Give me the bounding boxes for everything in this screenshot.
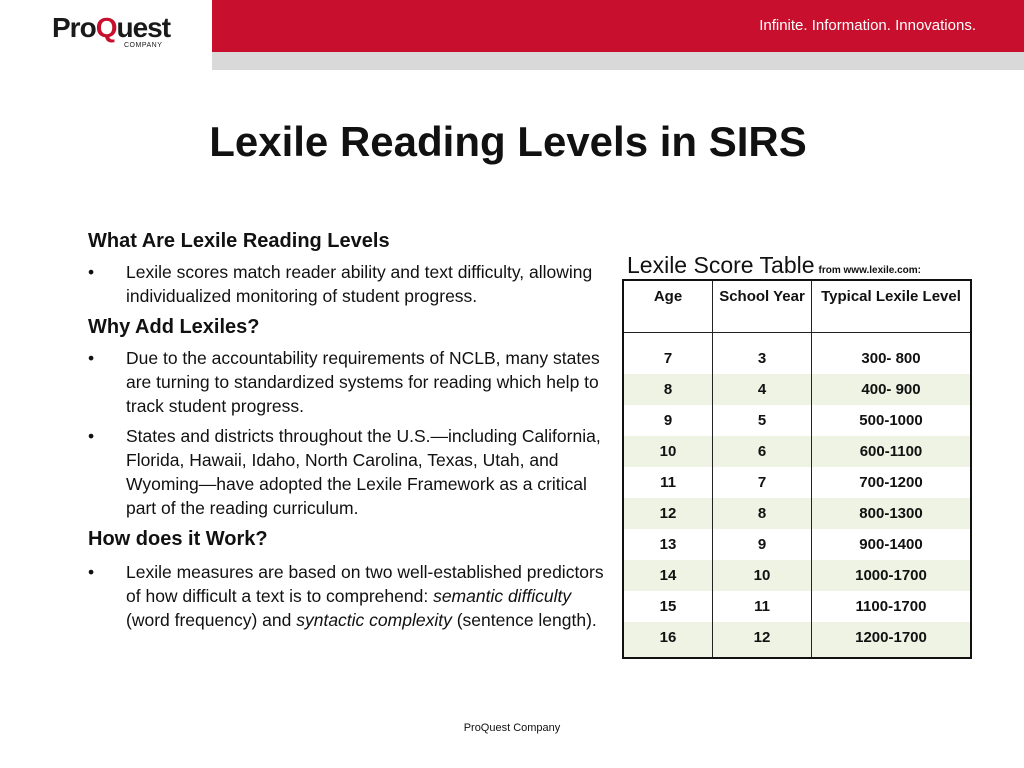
cell-school-year: 7 xyxy=(713,467,812,498)
cell-school-year: 4 xyxy=(713,374,812,405)
cell-school-year: 5 xyxy=(713,405,812,436)
bullet-text: Lexile scores match reader ability and text difficulty, allowing individualized monitoring of student progress. xyxy=(126,262,593,306)
bullet-item xyxy=(88,560,608,632)
cell-level: 1200-1700 xyxy=(812,622,972,658)
bullet-item xyxy=(88,424,608,520)
section-heading-what: What Are Lexile Reading Levels xyxy=(88,230,390,252)
cell-school-year: 10 xyxy=(713,560,812,591)
cell-age: 16 xyxy=(623,622,713,658)
cell-age: 13 xyxy=(659,535,677,553)
cell-level: 600-1100 xyxy=(812,436,972,467)
logo-subtitle: COMPANY xyxy=(124,42,163,49)
cell-level: 500-1000 xyxy=(812,405,972,436)
proquest-logo xyxy=(30,0,213,62)
cell-level: 900-1400 xyxy=(812,529,972,560)
bullet-icon: • xyxy=(88,562,95,582)
bullet-text: Due to the accountability requirements of NCLB, many states are turning to standardized systems for reading which help to track student progress. xyxy=(126,348,600,416)
table-caption-source: from www.lexile.com: xyxy=(818,265,921,276)
footer-text: ProQuest Company xyxy=(463,722,561,734)
section-heading-why: Why Add Lexiles? xyxy=(88,316,260,338)
slide-title: Lexile Reading Levels in SIRS xyxy=(209,118,807,165)
cell-age: 8 xyxy=(623,374,713,405)
table-caption xyxy=(627,252,921,279)
col-header-level: Typical Lexile Level xyxy=(812,280,972,332)
cell-age: 12 xyxy=(623,498,713,529)
table-caption-title: Lexile Score Table xyxy=(627,252,815,278)
col-header-age: Age xyxy=(623,280,713,332)
cell-school-year: 12 xyxy=(713,622,812,658)
tagline: Infinite. Information. Innovations. xyxy=(759,17,976,34)
section-heading-how: How does it Work? xyxy=(88,528,268,550)
table-row xyxy=(623,436,971,467)
cell-age: 15 xyxy=(659,597,677,615)
cell-level: 300- 800 xyxy=(812,332,972,374)
emphasis-syntactic: syntactic complexity xyxy=(296,610,452,630)
bullet-text: States and districts throughout the U.S.—including California, Florida, Hawaii, Idaho, North Carolina, Texas, Utah, and Wyoming—have adopted the Lexile Framework as a critical part of the reading curriculum. xyxy=(126,426,601,518)
lexile-score-table xyxy=(622,279,972,659)
cell-level: 400- 900 xyxy=(812,374,972,405)
bullet-item xyxy=(88,260,608,308)
table-row xyxy=(623,529,971,560)
cell-school-year: 8 xyxy=(713,498,812,529)
cell-level: 800-1300 xyxy=(812,498,972,529)
header-bar xyxy=(0,0,1024,70)
table-row xyxy=(623,560,971,591)
cell-age: 11 xyxy=(660,473,676,491)
col-header-school-year: School Year xyxy=(713,280,812,332)
cell-school-year: 11 xyxy=(713,591,812,622)
emphasis-semantic: semantic difficulty xyxy=(433,586,572,606)
bullet-item xyxy=(88,346,608,418)
cell-age: 14 xyxy=(623,560,713,591)
bullet-icon: • xyxy=(88,348,95,368)
header-red-band xyxy=(212,0,1024,52)
cell-age: 10 xyxy=(623,436,713,467)
bullet-text: Lexile measures are based on two well-established predictors of how difficult a text is to comprehend: semantic difficulty (word frequency) and syntactic complexity (sentence length). xyxy=(126,562,604,630)
bullet-icon: • xyxy=(88,262,95,282)
cell-age: 7 xyxy=(663,349,673,367)
table-row xyxy=(623,498,971,529)
cell-level: 1000-1700 xyxy=(812,560,972,591)
cell-level: 1100-1700 xyxy=(812,591,972,622)
table-row xyxy=(623,374,971,405)
header-gray-band xyxy=(212,52,1024,70)
table-row xyxy=(623,622,971,658)
cell-school-year: 9 xyxy=(713,529,812,560)
cell-school-year: 6 xyxy=(713,436,812,467)
cell-level: 700-1200 xyxy=(812,467,972,498)
cell-age: 9 xyxy=(663,411,673,429)
table-header-row xyxy=(623,280,971,332)
table-row xyxy=(623,591,971,622)
table-row xyxy=(623,405,971,436)
logo-wordmark: ProQuest xyxy=(52,12,171,43)
bullet-icon: • xyxy=(88,426,95,446)
table-row xyxy=(623,332,971,374)
content-left xyxy=(88,228,608,638)
table-row xyxy=(623,467,971,498)
cell-school-year: 3 xyxy=(713,332,812,374)
